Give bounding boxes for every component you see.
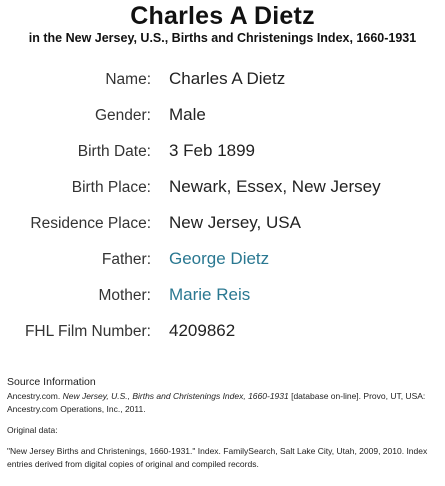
father-link[interactable]: George Dietz	[169, 249, 270, 268]
source-citation	[7, 390, 439, 416]
field-value-gender: Male	[169, 105, 206, 124]
mother-link[interactable]: Marie Reis	[169, 285, 251, 304]
record-title: Charles A Dietz	[130, 2, 315, 30]
field-label-mother: Mother:	[98, 287, 151, 304]
field-value-residence-place: New Jersey, USA	[169, 213, 301, 232]
field-value-birth-date: 3 Feb 1899	[169, 141, 256, 160]
source-information	[7, 375, 439, 471]
field-row-birth-date	[0, 136, 445, 172]
citation-suffix: [database on-line]. Provo, UT, USA: Ancestry.com Operations, Inc., 2011.	[7, 391, 426, 414]
field-row-fhl-film-number	[0, 316, 445, 352]
field-label-father: Father:	[101, 251, 151, 268]
field-row-mother	[0, 280, 445, 316]
citation-prefix: Ancestry.com.	[7, 391, 63, 401]
record-fields	[0, 64, 445, 352]
field-label-name: Name:	[105, 71, 151, 88]
field-label-residence-place: Residence Place:	[30, 215, 151, 232]
field-label-gender: Gender:	[94, 107, 151, 124]
citation-title: New Jersey, U.S., Births and Christenings Index, 1660-1931	[62, 391, 289, 401]
original-data-text: "New Jersey Births and Christenings, 1660-1931." Index. FamilySearch, Salt Lake City, Utah, 2009, 2010. Index entries derived from digital copies of original and compiled records.	[7, 446, 428, 469]
original-data-label: Original data:	[7, 425, 58, 435]
field-label-birth-date: Birth Date:	[77, 143, 151, 160]
field-row-residence-place	[0, 208, 445, 244]
field-value-name: Charles A Dietz	[169, 69, 286, 88]
field-value-birth-place: Newark, Essex, New Jersey	[169, 177, 381, 196]
field-label-birth-place: Birth Place:	[71, 179, 151, 196]
field-value-fhl-film-number: 4209862	[169, 321, 236, 340]
field-row-birth-place	[0, 172, 445, 208]
field-label-fhl-film-number: FHL Film Number:	[24, 323, 151, 340]
source-heading: Source Information	[7, 376, 96, 388]
field-row-father	[0, 244, 445, 280]
field-row-name	[0, 64, 445, 100]
collection-subtitle: in the New Jersey, U.S., Births and Christenings Index, 1660-1931	[28, 31, 417, 45]
field-row-gender	[0, 100, 445, 136]
